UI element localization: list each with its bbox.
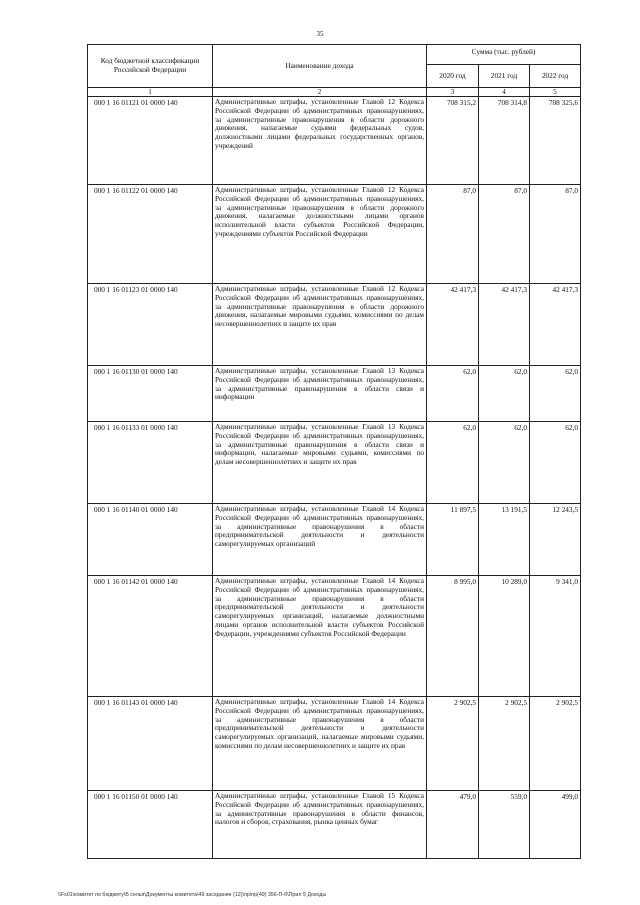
row-value-2021: 87,0 (479, 185, 530, 284)
footer-file-path: \\Fs01\комитет по бюджету\Б селья\Документы комитета\49 заседание (12)\пр\пр(49) 356-П-б\Прил 9 Доходы (58, 892, 327, 898)
row-value-2020: 62,0 (427, 422, 479, 504)
budget-revenue-table (87, 44, 581, 859)
column-number: 5 (530, 88, 581, 97)
table-row (88, 284, 581, 366)
row-value-2021: 559,0 (479, 791, 530, 859)
header-sum-column: Сумма (тыс. рублей) (427, 45, 581, 65)
header-year-2021: 2021 год (479, 65, 530, 88)
row-name: Административные штрафы, установленные Главой 14 Кодекса Российской Федерации об административных правонарушениях, за административные правонарушения в области предпринимательской деятельности и деятельности саморегулируемых организаций (213, 504, 427, 576)
table-row (88, 504, 581, 576)
table-row (88, 366, 581, 422)
header-year-2022: 2022 год (530, 65, 581, 88)
row-name: Административные штрафы, установленные Главой 13 Кодекса Российской Федерации об административных правонарушениях, за административные правонарушения в области связи и информации, налагаемые мировыми судьями, комиссиями по делам несовершеннолетних и защите их прав (213, 422, 427, 504)
row-value-2022: 42 417,3 (530, 284, 581, 366)
row-name: Административные штрафы, установленные Главой 15 Кодекса Российской Федерации об административных правонарушениях, за административные правонарушения в области финансов, налогов и сборов, страхования, рынка ценных бумаг (213, 791, 427, 859)
table-row (88, 422, 581, 504)
row-value-2020: 87,0 (427, 185, 479, 284)
row-value-2021: 2 902,5 (479, 697, 530, 791)
table-row (88, 576, 581, 697)
row-value-2021: 62,0 (479, 422, 530, 504)
row-name: Административные штрафы, установленные Главой 12 Кодекса Российской Федерации об административных правонарушениях, за административные правонарушения в области дорожного движения, налагаемые должностными лицами органов исполнительной власти субъектов Российской Федерации, учреждениями субъектов Российской Федерации (213, 185, 427, 284)
column-number: 4 (479, 88, 530, 97)
row-value-2020: 479,0 (427, 791, 479, 859)
row-name: Административные штрафы, установленные Главой 14 Кодекса Российской Федерации об административных правонарушениях, за административные правонарушения в области предпринимательской деятельности и деятельности саморегулируемых организаций, налагаемые должностными лицами органов исполнительной власти субъектов Российской Федерации, учреждениями субъектов Российской Федерации (213, 576, 427, 697)
column-number: 1 (88, 88, 213, 97)
row-code: 000 1 16 01122 01 0000 140 (88, 185, 213, 284)
row-value-2021: 708 314,8 (479, 97, 530, 185)
row-value-2022: 9 341,0 (530, 576, 581, 697)
row-value-2022: 12 243,5 (530, 504, 581, 576)
row-value-2020: 708 315,2 (427, 97, 479, 185)
header-name-column: Наименование дохода (213, 45, 427, 88)
column-number: 2 (213, 88, 427, 97)
row-code: 000 1 16 01143 01 0000 140 (88, 697, 213, 791)
header-code-column: Код бюджетной классификации Российской Федерации (88, 45, 213, 88)
row-code: 000 1 16 01130 01 0000 140 (88, 366, 213, 422)
column-number-row (88, 88, 581, 97)
row-value-2020: 8 995,0 (427, 576, 479, 697)
row-value-2020: 62,0 (427, 366, 479, 422)
row-value-2021: 42 417,3 (479, 284, 530, 366)
column-number: 3 (427, 88, 479, 97)
row-value-2020: 2 902,5 (427, 697, 479, 791)
row-code: 000 1 16 01133 01 0000 140 (88, 422, 213, 504)
row-code: 000 1 16 01142 01 0000 140 (88, 576, 213, 697)
row-name: Административные штрафы, установленные Главой 13 Кодекса Российской Федерации об административных правонарушениях, за административные правонарушения в области связи и информации (213, 366, 427, 422)
row-value-2022: 708 325,6 (530, 97, 581, 185)
table-row (88, 97, 581, 185)
row-value-2022: 62,0 (530, 366, 581, 422)
row-value-2020: 11 897,5 (427, 504, 479, 576)
row-value-2021: 10 289,0 (479, 576, 530, 697)
row-code: 000 1 16 01123 01 0000 140 (88, 284, 213, 366)
table-row (88, 791, 581, 859)
row-name: Административные штрафы, установленные Главой 14 Кодекса Российской Федерации об административных правонарушениях, за административные правонарушения в области предпринимательской деятельности и деятельности саморегулируемых организаций, налагаемые мировыми судьями, комиссиями по делам несовершеннолетних и защите их прав (213, 697, 427, 791)
row-value-2020: 42 417,3 (427, 284, 479, 366)
row-code: 000 1 16 01121 01 0000 140 (88, 97, 213, 185)
row-code: 000 1 16 01140 01 0000 140 (88, 504, 213, 576)
row-value-2021: 62,0 (479, 366, 530, 422)
page-number: 35 (316, 30, 324, 38)
row-value-2022: 87,0 (530, 185, 581, 284)
header-year-2020: 2020 год (427, 65, 479, 88)
row-value-2022: 62,0 (530, 422, 581, 504)
row-name: Административные штрафы, установленные Главой 12 Кодекса Российской Федерации об административных правонарушениях, за административные правонарушения в области дорожного движения, налагаемые судьями федеральных судов, должностными лицами федеральных государственных органов, учреждений (213, 97, 427, 185)
table-row (88, 697, 581, 791)
row-value-2022: 499,0 (530, 791, 581, 859)
row-code: 000 1 16 01150 01 0000 140 (88, 791, 213, 859)
row-value-2021: 13 191,5 (479, 504, 530, 576)
row-value-2022: 2 902,5 (530, 697, 581, 791)
row-name: Административные штрафы, установленные Главой 12 Кодекса Российской Федерации об административных правонарушениях, за административные правонарушения в области дорожного движения, налагаемые мировыми судьями, комиссиями по делам несовершеннолетних и защите их прав (213, 284, 427, 366)
table-row (88, 185, 581, 284)
